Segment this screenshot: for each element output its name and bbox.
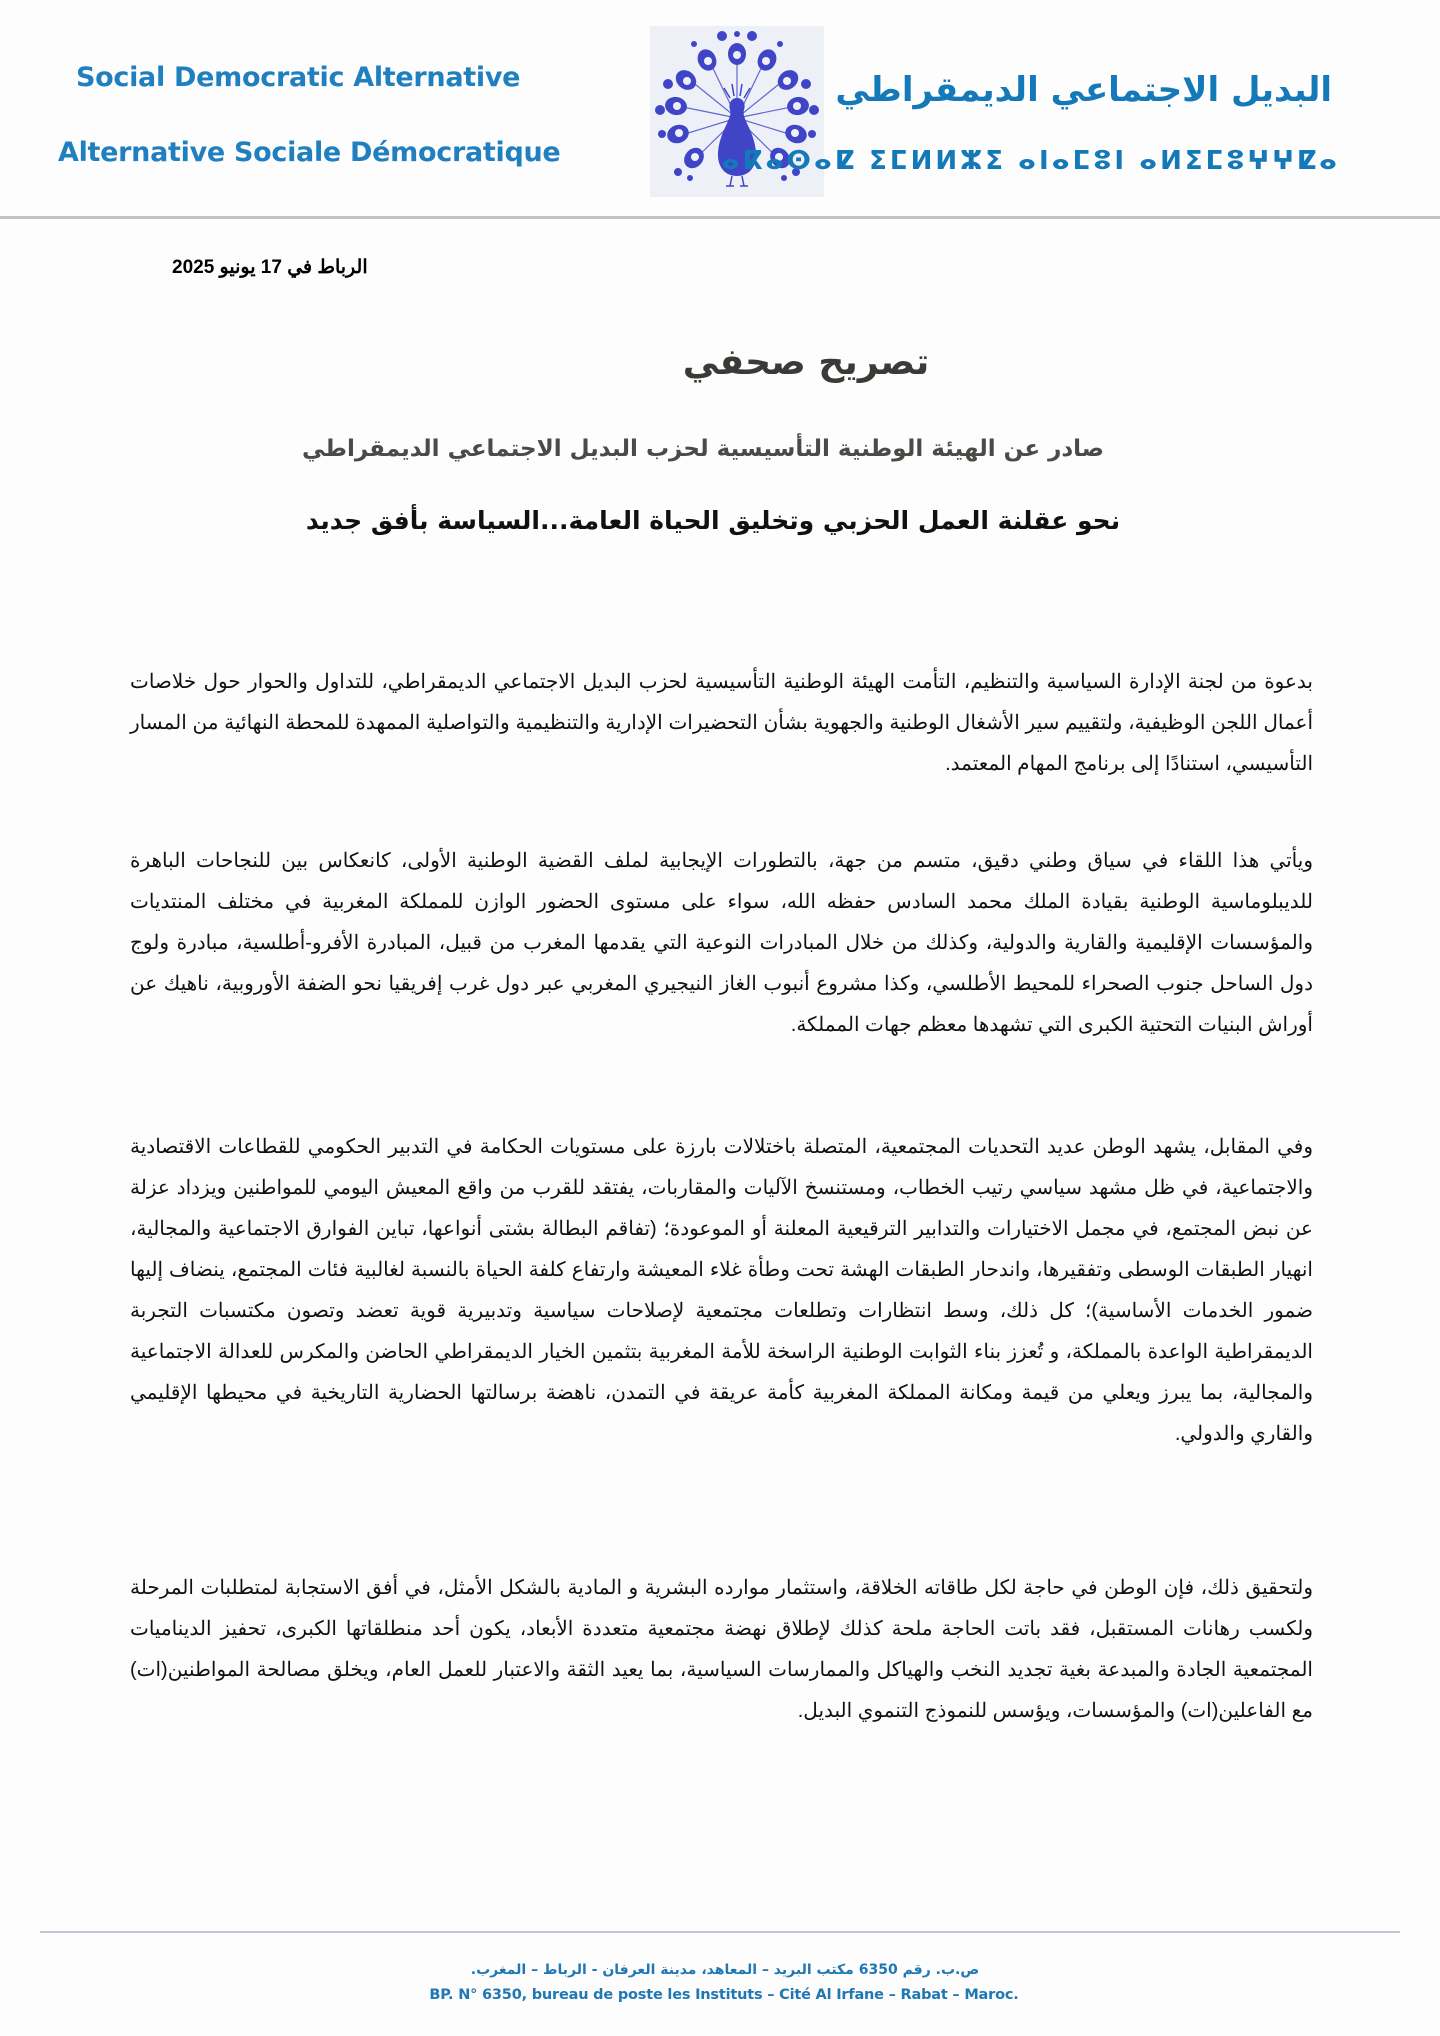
footer-divider — [40, 1931, 1400, 1933]
party-name-tifinagh: ⴰⴽⴰⵙⴰⵇ ⵉⵎⵍⵍⵣⵉ ⴰⵏⴰⵎⵓⵏ ⴰⵍⵉⵎⵓⵖⵖⵇⴰ — [721, 146, 1340, 176]
paragraph-text: ويأتي هذا اللقاء في سياق وطني دقيق، متسم من جهة، بالتطورات الإيجابية لملف القضية الوطنية الأولى، كانعكاس بين للنجاحات الباهرة للديبلوماسية الوطنية بقيادة الملك محمد السادس حفظه الله، سواء على مستوى الحضور الوازن للمملكة المغربية في مختلف المنتديات والمؤسسات الإقليمية والقارية والدولية، وكذلك من خلال المبادرات النوعية التي يقدمها المغرب من قبيل، المبادرة الأفرو-أطلسية، مبادرة ولوج دول الساحل جنوب الصحراء للمحيط الأطلسي، وكذا مشروع أنبوب الغاز النيجيري المغربي عبر دول غرب إفريقيا نحو الضفة الأوروبية، ناهيك عن أوراش البنيات التحتية الكبرى التي تشهدها معظم جهات المملكة. — [130, 850, 1314, 1036]
party-name-french: Alternative Sociale Démocratique — [58, 137, 561, 168]
body-paragraph-2 — [130, 841, 1313, 1046]
letterhead — [0, 0, 1440, 218]
header-divider — [0, 216, 1440, 219]
document-title: تصريح صحفي — [682, 342, 930, 383]
paragraph-text: بدعوة من لجنة الإدارة السياسية والتنظيم، التأمت الهيئة الوطنية التأسيسية لحزب البديل الاجتماعي الديمقراطي، للتداول والحوار حول خلاصات أعمال اللجن الوظيفية، ولتقييم سير الأشغال الوطنية والجهوية بشأن التحضيرات الإدارية والتنظيمية والتواصلية الممهدة للمحطة النهائية من المسار التأسيسي، استنادًا إلى برنامج المهام المعتمد. — [130, 671, 1313, 775]
party-name-arabic: البديل الاجتماعي الديمقراطي — [835, 70, 1332, 110]
document-headline: نحو عقلنة العمل الحزبي وتخليق الحياة العامة...السياسة بأفق جديد — [305, 506, 1121, 535]
footer-address-arabic: ص.ب. رقم 6350 مكتب البريد – المعاهد، مدينة العرفان - الرباط – المغرب. — [470, 1962, 980, 1978]
body-paragraph-3 — [130, 1127, 1313, 1455]
body-paragraph-1 — [130, 662, 1313, 785]
party-name-english: Social Democratic Alternative — [76, 62, 521, 93]
footer-address-french: BP. N° 6350, bureau de poste les Instituts – Cité Al Irfane – Rabat – Maroc. — [429, 1987, 1019, 2003]
document-subtitle: صادر عن الهيئة الوطنية التأسيسية لحزب البديل الاجتماعي الديمقراطي — [302, 436, 1104, 462]
body-paragraph-4 — [130, 1568, 1313, 1732]
paragraph-text: ولتحقيق ذلك، فإن الوطن في حاجة لكل طاقاته الخلاقة، واستثمار موارده البشرية و المادية بالشكل الأمثل، في أفق الاستجابة لمتطلبات المرحلة ولكسب رهانات المستقبل، فقد باتت الحاجة ملحة كذلك لإطلاق نهضة مجتمعية متعددة الأبعاد، يكون أحد منطلقاتها الكبرى، تحفيز الديناميات المجتمعية الجادة والمبدعة بغية تجديد النخب والهياكل والممارسات السياسية، بما يعيد الثقة والاعتبار للعمل العام، ويخلق مصالحة المواطنين(ات) مع الفاعلين(ات) والمؤسسات، ويؤسس للنموذج التنموي البديل. — [130, 1577, 1313, 1722]
paragraph-text: وفي المقابل، يشهد الوطن عديد التحديات المجتمعية، المتصلة باختلالات بارزة على مستويات الحكامة في التدبير الحكومي للقطاعات الاقتصادية والاجتماعية، في ظل مشهد سياسي رتيب الخطاب، ومستنسخ الآليات والمقاربات، يفتقد للقرب من واقع المعيش اليومي للمواطنين ويزداد عزلة عن نبض المجتمع، في مجمل الاختيارات والتدابير الترقيعية المعلنة أو الموعودة؛ (تفاقم البطالة بشتى أنواعها، تباين الفوارق الاجتماعية والمجالية، انهيار الطبقات الوسطى وتفقيرها، واندحار الطبقات الهشة تحت وطأة غلاء المعيشة وارتفاع كلفة الحياة بالنسبة لغالبية فئات المجتمع، ينضاف إليها ضمور الخدمات الأساسية)؛ كل ذلك، وسط انتظارات وتطلعات مجتمعية لإصلاحات سياسية وتدبيرية قوية تعضد وتصون مكتسبات التجربة الديمقراطية الواعدة بالمملكة، و تُعزز بناء الثوابت الوطنية الراسخة للأمة المغربية بتثمين الخيار الديمقراطي الحاضن والمكرس للعدالة الاجتماعية والمجالية، بما يبرز ويعلي من قيمة ومكانة المملكة المغربية كأمة عريقة في التمدن، ناهضة برسالتها الحضارية التاريخية في محيطها الإقليمي والقاري والدولي. — [130, 1136, 1313, 1445]
press-release-date: الرباط في 17 يونيو 2025 — [172, 257, 368, 278]
